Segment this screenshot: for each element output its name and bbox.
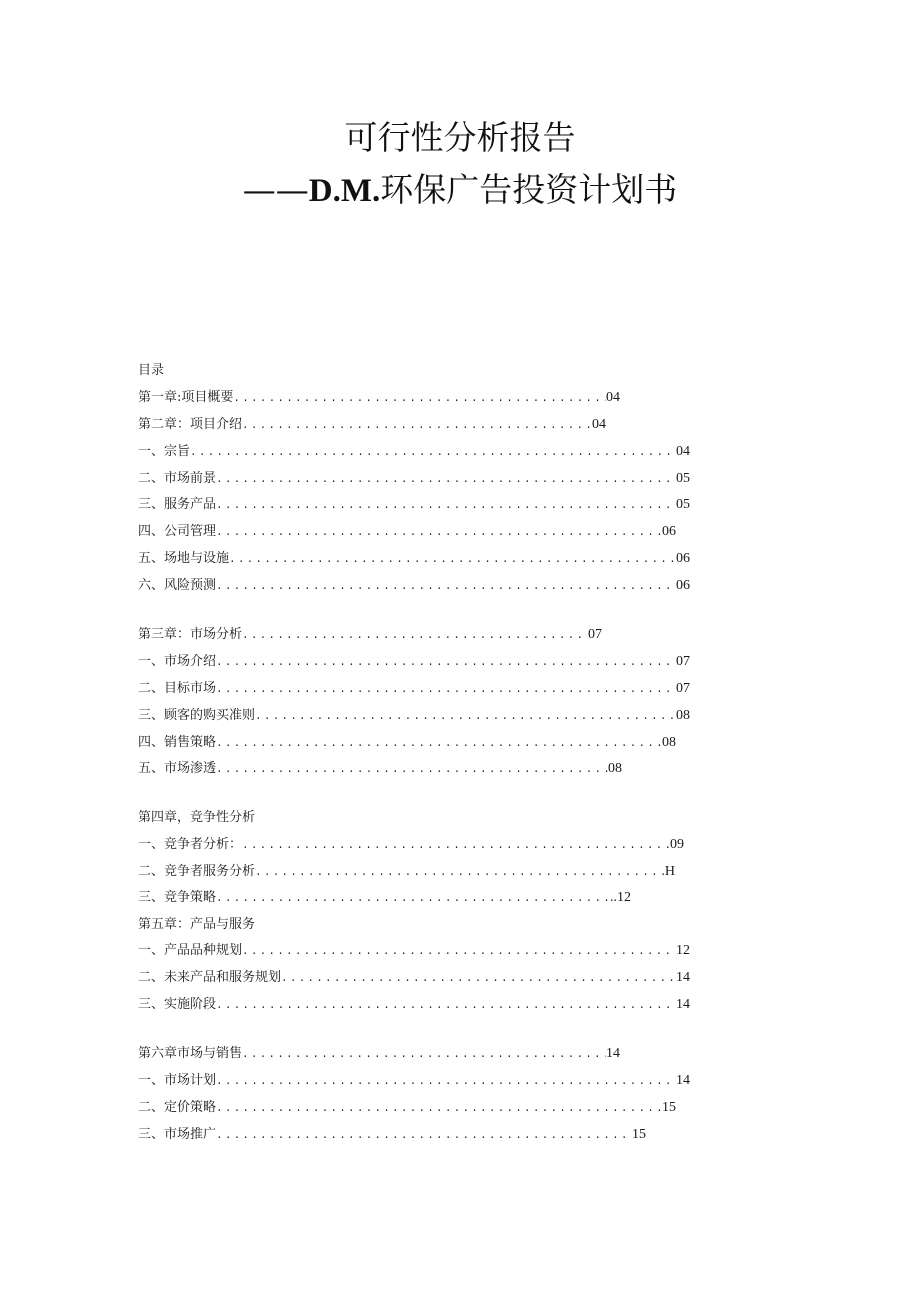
toc-entry[interactable] — [138, 863, 675, 881]
subtitle-text: 环保广告投资计划书 — [380, 170, 678, 209]
toc-entry-page: 08 — [662, 735, 676, 750]
toc-leader-dots — [242, 1046, 606, 1063]
toc-entry-label: 三、顾客的购买准则 — [138, 708, 256, 723]
toc-entry-page: 15 — [632, 1127, 646, 1142]
toc-entry-page: 07 — [588, 627, 602, 642]
toc-entry-label: 三、竞争策略 — [138, 890, 217, 905]
toc-entry[interactable] — [138, 996, 690, 1014]
toc-entry-label: 三、服务产品 — [138, 497, 217, 512]
toc-leader-dots — [190, 444, 676, 461]
toc-entry-page: 05 — [676, 497, 690, 512]
toc-entry[interactable] — [138, 577, 690, 595]
toc-entry[interactable] — [138, 969, 690, 987]
toc-leader-dots — [216, 497, 676, 514]
toc-entry-page: 12 — [676, 943, 690, 958]
toc-entry-page: 08 — [608, 761, 622, 776]
toc-entry-page: 08 — [676, 708, 690, 723]
toc-entry-label: 一、竞争者分析： — [138, 837, 243, 852]
toc-leader-dots — [216, 1127, 632, 1144]
toc-leader-dots — [281, 970, 676, 987]
toc-entry-label: 六、风险预测 — [138, 578, 217, 593]
toc-leader-dots — [229, 551, 676, 568]
toc-leader-dots — [242, 627, 588, 644]
toc-entry-page: 06 — [676, 551, 690, 566]
toc-leader-dots — [216, 681, 676, 698]
toc-entry[interactable] — [138, 836, 684, 854]
subtitle-dash: —— — [242, 170, 309, 209]
toc-entry-label: 一、宗旨 — [138, 444, 191, 459]
toc-entry-label: 四、公司管理 — [138, 524, 217, 539]
toc-entry-label: 五、市场渗透 — [138, 761, 217, 776]
toc-entry-page: 07 — [676, 654, 690, 669]
toc-leader-dots — [216, 890, 610, 907]
toc-entry-page: 04 — [676, 444, 690, 459]
toc-entry-page: H — [664, 864, 675, 879]
toc-entry-page: 07 — [676, 681, 690, 696]
toc-entry[interactable] — [138, 443, 690, 461]
toc-entry[interactable] — [138, 889, 631, 907]
toc-leader-dots — [216, 1073, 676, 1090]
toc-entry[interactable] — [138, 809, 300, 827]
toc-entry[interactable] — [138, 550, 690, 568]
subtitle-brand: D.M. — [308, 173, 381, 209]
toc-leader-dots — [216, 735, 662, 752]
toc-entry-page: 06 — [662, 524, 676, 539]
toc-leader-dots — [233, 390, 606, 407]
toc-entry-page: 14 — [676, 970, 690, 985]
toc-entry[interactable] — [138, 1072, 690, 1090]
toc-entry[interactable] — [138, 707, 690, 725]
toc-leader-dots — [242, 417, 592, 434]
toc-entry-label: 四、销售策略 — [138, 735, 217, 750]
toc-leader-dots — [216, 997, 676, 1014]
toc-entry-label: 二、竞争者服务分析 — [138, 864, 256, 879]
toc-entry-page: 14 — [606, 1046, 620, 1061]
toc-entry-label: 二、定价策略 — [138, 1100, 217, 1115]
toc-entry-label: 第六章市场与销售 — [138, 1046, 243, 1061]
toc-entry-label: 第三章：市场分析 — [138, 627, 243, 642]
toc-entry-label: 三、市场推广 — [138, 1127, 217, 1142]
toc-entry-label: 一、市场计划 — [138, 1073, 217, 1088]
toc-entry-label: 五、场地与设施 — [138, 551, 230, 566]
toc-entry[interactable] — [138, 680, 690, 698]
toc-entry-label: 二、目标市场 — [138, 681, 217, 696]
toc-entry[interactable] — [138, 653, 690, 671]
toc-entry[interactable] — [138, 523, 676, 541]
toc-entry-label: 第四章，竞争性分析 — [138, 810, 256, 825]
toc-entry-page: 04 — [592, 417, 606, 432]
toc-leader-dots — [216, 471, 676, 488]
toc-entry[interactable] — [138, 470, 690, 488]
toc-entry-label: 第一章:项目概要 — [138, 390, 234, 405]
toc-entry[interactable] — [138, 760, 622, 778]
toc-entry[interactable] — [138, 1126, 646, 1144]
toc-entry-page: 09 — [670, 837, 684, 852]
toc-leader-dots — [255, 864, 665, 881]
toc-heading: 目录 — [138, 363, 165, 378]
toc-leader-dots — [255, 708, 676, 725]
toc-entry[interactable] — [138, 734, 676, 752]
toc-entry-label: 二、未来产品和服务规划 — [138, 970, 282, 985]
toc-entry[interactable] — [138, 1045, 620, 1063]
toc-entry[interactable] — [138, 416, 606, 434]
toc-leader-dots — [216, 578, 676, 595]
toc-entry-page: 14 — [676, 997, 690, 1012]
toc-entry-page: 06 — [676, 578, 690, 593]
toc-entry[interactable] — [138, 942, 690, 960]
toc-entry[interactable] — [138, 916, 300, 934]
toc-entry-label: 一、产品品种规划 — [138, 943, 243, 958]
toc-entry-label: 二、市场前景 — [138, 471, 217, 486]
document-title: 可行性分析报告 — [344, 118, 576, 157]
toc-entry-page: 04 — [606, 390, 620, 405]
toc-leader-dots — [216, 524, 662, 541]
toc-entry-page: 14 — [676, 1073, 690, 1088]
toc-entry-page: 15 — [662, 1100, 676, 1115]
toc-entry-page: 05 — [676, 471, 690, 486]
toc-entry[interactable] — [138, 496, 690, 514]
document-subtitle — [0, 170, 920, 211]
toc-leader-dots — [216, 761, 608, 778]
toc-leader-dots — [242, 837, 670, 854]
toc-entry-label: 第五章：产品与服务 — [138, 917, 256, 932]
toc-entry-label: 第二章：项目介绍 — [138, 417, 243, 432]
toc-entry[interactable] — [138, 626, 602, 644]
toc-leader-dots — [216, 654, 676, 671]
toc-entry-label: 三、实施阶段 — [138, 997, 217, 1012]
toc-leader-dots — [216, 1100, 662, 1117]
toc-entry-page: ..12 — [610, 890, 631, 905]
toc-entry[interactable] — [138, 389, 620, 407]
toc-leader-dots — [242, 943, 676, 960]
toc-entry[interactable] — [138, 1099, 676, 1117]
toc-entry-label: 一、市场介绍 — [138, 654, 217, 669]
